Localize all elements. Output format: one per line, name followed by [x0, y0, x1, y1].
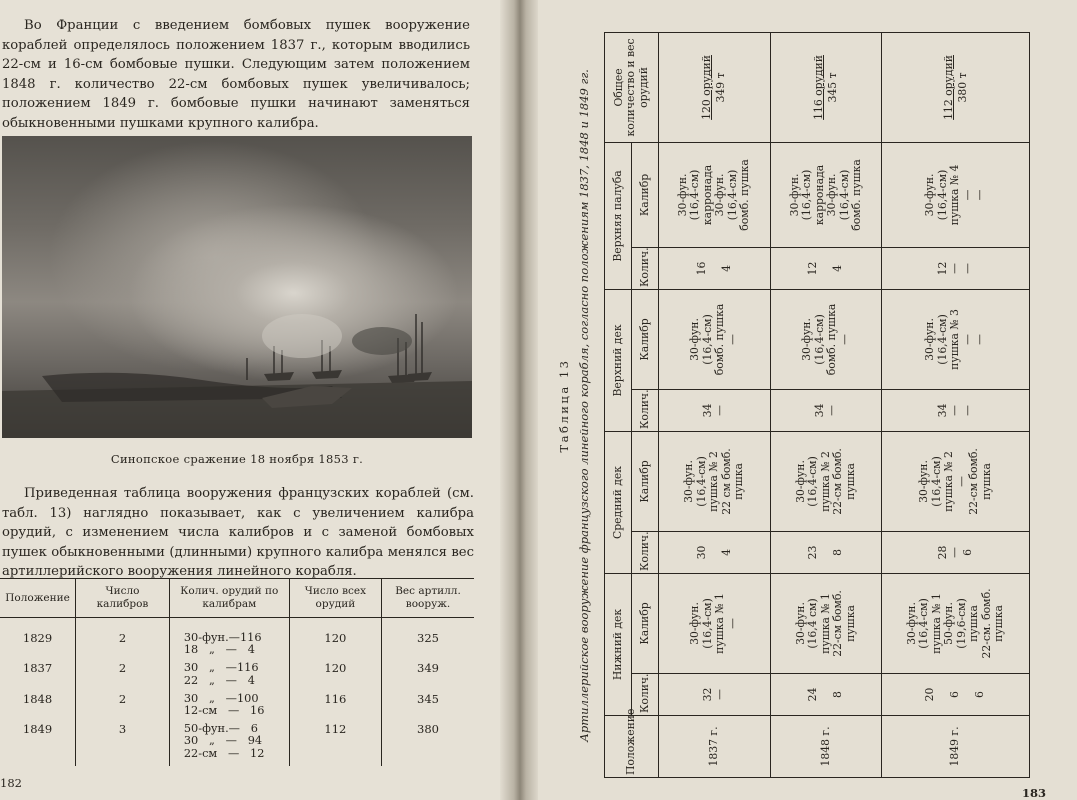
row-top-qty: 12 4 [770, 247, 882, 289]
row-top-caliber: 30-фун. (16,4-см) пушка № 4 — — [882, 142, 1030, 247]
row-middle-qty: 28 — 6 [882, 531, 1030, 573]
row-guns: 30 „ —100 12-см — 16 [169, 693, 289, 723]
row-total [770, 32, 882, 142]
row-lower-qty: 24 8 [770, 674, 882, 716]
table-header-row [605, 32, 632, 777]
header-weight: Вес артилл. вооруж. [382, 579, 474, 618]
row-total: 120 [289, 662, 381, 692]
table-title: Артиллерийское вооружение французского линейного корабля, согласно положениям 1837, 1848 и 1849 гг. [577, 69, 591, 742]
row-top-caliber: 30-фун. (16,4-см) карронада 30-фун. (16,4-см) бомб. пушка [659, 142, 771, 247]
table-row [659, 32, 771, 777]
row-upper-qty: 34 — [659, 389, 771, 431]
table-row [770, 32, 882, 777]
page-number-right: 183 [1022, 786, 1047, 800]
row-middle-caliber: 30-фун. (16,4-см) пушка № 2 22 см бомб. пушка [659, 431, 771, 531]
row-total-guns: 120 орудий [700, 55, 714, 120]
header-middle-deck: Средний дек [605, 431, 632, 573]
header-position: Положение [605, 716, 659, 778]
row-year: 1848 [22, 691, 53, 706]
row-upper-qty: 34 — — [882, 389, 1030, 431]
row-upper-caliber: 30-фун. (16,4-см) бомб. пушка — [770, 289, 882, 389]
row-top-qty: 16 4 [659, 247, 771, 289]
row-middle-caliber: 30-фун. (16,4-см) пушка № 2 — 22-см бомб. пушка [882, 431, 1030, 531]
row-lower-qty: 20 6 6 [882, 674, 1030, 716]
row-total-weight: 380 т [955, 72, 969, 103]
header-total: Общее количество и вес орудий [605, 32, 659, 142]
row-weight: 325 [382, 632, 474, 662]
subheader-qty: Колич. [632, 674, 659, 716]
row-total: 112 [289, 723, 381, 766]
header-lower-deck: Нижний дек [605, 573, 632, 715]
armament-summary-table [0, 578, 474, 766]
header-quarterdeck: Верхняя палуба [605, 142, 632, 289]
row-total-weight: 349 т [714, 72, 728, 103]
illustration-caption: Синопское сражение 18 ноября 1853 г. [110, 452, 364, 466]
row-total-guns: 116 орудий [812, 55, 826, 120]
subheader-qty: Колич. [632, 531, 659, 573]
rotated-table-block [556, 33, 1048, 778]
row-calibers: 3 [76, 723, 170, 766]
row-upper-caliber: 30-фун. (16,4-см) пушка № 3 — — [882, 289, 1030, 389]
header-upper-deck: Верхний дек [605, 289, 632, 431]
header-position: Положение [0, 579, 76, 618]
table-subheader-row [632, 32, 659, 777]
row-top-qty: 12 — — [882, 247, 1030, 289]
row-lower-qty: 32 — [659, 674, 771, 716]
table-header-row [0, 579, 474, 618]
row-lower-caliber: 30-фун. (16,4-см) пушка № 1 — [659, 573, 771, 673]
row-top-caliber: 30-фун. (16,4-см) карронада 30-фун. (16,4-см) бомб. пушка [770, 142, 882, 247]
row-weight: 345 [382, 693, 474, 723]
table-intro-paragraph: Приведенная таблица вооружения французских кораблей (см. табл. 13) наглядно показывает, как с увеличением калибра орудий, с изменением числа калибров и с заменой бомбовых пушек обыкновенными (длинными) крупного калибра менялся вес артиллерийского вооружения линейного корабля. [2, 486, 474, 579]
row-guns: 30 „ —116 22 „ — 4 [169, 662, 289, 692]
row-total-weight: 345 т [826, 72, 840, 103]
battle-scene-graphic [2, 136, 472, 438]
subheader-caliber: Калибр [632, 142, 659, 247]
row-calibers: 2 [76, 632, 170, 662]
row-weight: 349 [382, 662, 474, 692]
header-guns-by-caliber: Колич. орудий по калибрам [169, 579, 289, 618]
row-year: 1837 [22, 661, 53, 676]
table-row [0, 632, 474, 662]
row-weight: 380 [382, 723, 474, 766]
row-total [659, 32, 771, 142]
table-row [0, 693, 474, 723]
subheader-qty: Колич. [632, 389, 659, 431]
subheader-caliber: Калибр [632, 289, 659, 389]
table-row [0, 662, 474, 692]
page-number-left: 182 [0, 776, 22, 790]
intro-paragraph: Во Франции с введением бомбовых пушек вооружение кораблей определялось положением 1837 г., которым вводились 22-см и 16-см бомбовые пушки. Следующим затем положением 1848 г. количество 22-см бомбовых пушек увеличивалось; положением 1849 г. бомбовые пушки начинают заменяться обыкновенными пушками крупного калибра. [2, 18, 470, 131]
row-lower-caliber: 30-фун. (16,4 см) пушка № 1 22-см бомб. пушка [770, 573, 882, 673]
row-total: 116 [289, 693, 381, 723]
row-year: 1829 [22, 631, 53, 645]
row-lower-caliber: 30-фун. (16,4-см) пушка № 1 50-фун. (19,6-см) пушка 22-см. бомб. пушка [882, 573, 1030, 673]
row-year: 1848 г. [770, 716, 882, 778]
row-year: 1849 [22, 722, 53, 737]
row-total-guns: 112 орудий [941, 55, 955, 120]
header-total-guns: Число всех орудий [289, 579, 381, 618]
table-label: Таблица 13 [557, 358, 571, 453]
subheader-caliber: Калибр [632, 431, 659, 531]
row-middle-caliber: 30-фун. (16,4-см) пушка № 2 22-см бомб. пушка [770, 431, 882, 531]
armament-detail-table [604, 32, 1030, 778]
row-year: 1837 г. [659, 716, 771, 778]
book-gutter [500, 0, 540, 800]
row-upper-caliber: 30-фун. (16,4-см) бомб. пушка — [659, 289, 771, 389]
table-row [882, 32, 1030, 777]
row-total: 120 [289, 632, 381, 662]
row-total [882, 32, 1030, 142]
row-year: 1849 г. [882, 716, 1030, 778]
row-guns: 30-фун.—116 18 „ — 4 [169, 632, 289, 662]
row-calibers: 2 [76, 662, 170, 692]
row-middle-qty: 30 4 [659, 531, 771, 573]
left-page [0, 0, 506, 800]
row-guns: 50-фун.— 6 30 „ — 94 22-см — 12 [169, 723, 289, 766]
row-upper-qty: 34 — [770, 389, 882, 431]
subheader-qty: Колич. [632, 247, 659, 289]
row-middle-qty: 23 8 [770, 531, 882, 573]
table-row [0, 723, 474, 766]
sinop-battle-illustration [2, 136, 472, 438]
row-calibers: 2 [76, 693, 170, 723]
subheader-caliber: Калибр [632, 573, 659, 673]
header-calibers: Число калибров [76, 579, 170, 618]
